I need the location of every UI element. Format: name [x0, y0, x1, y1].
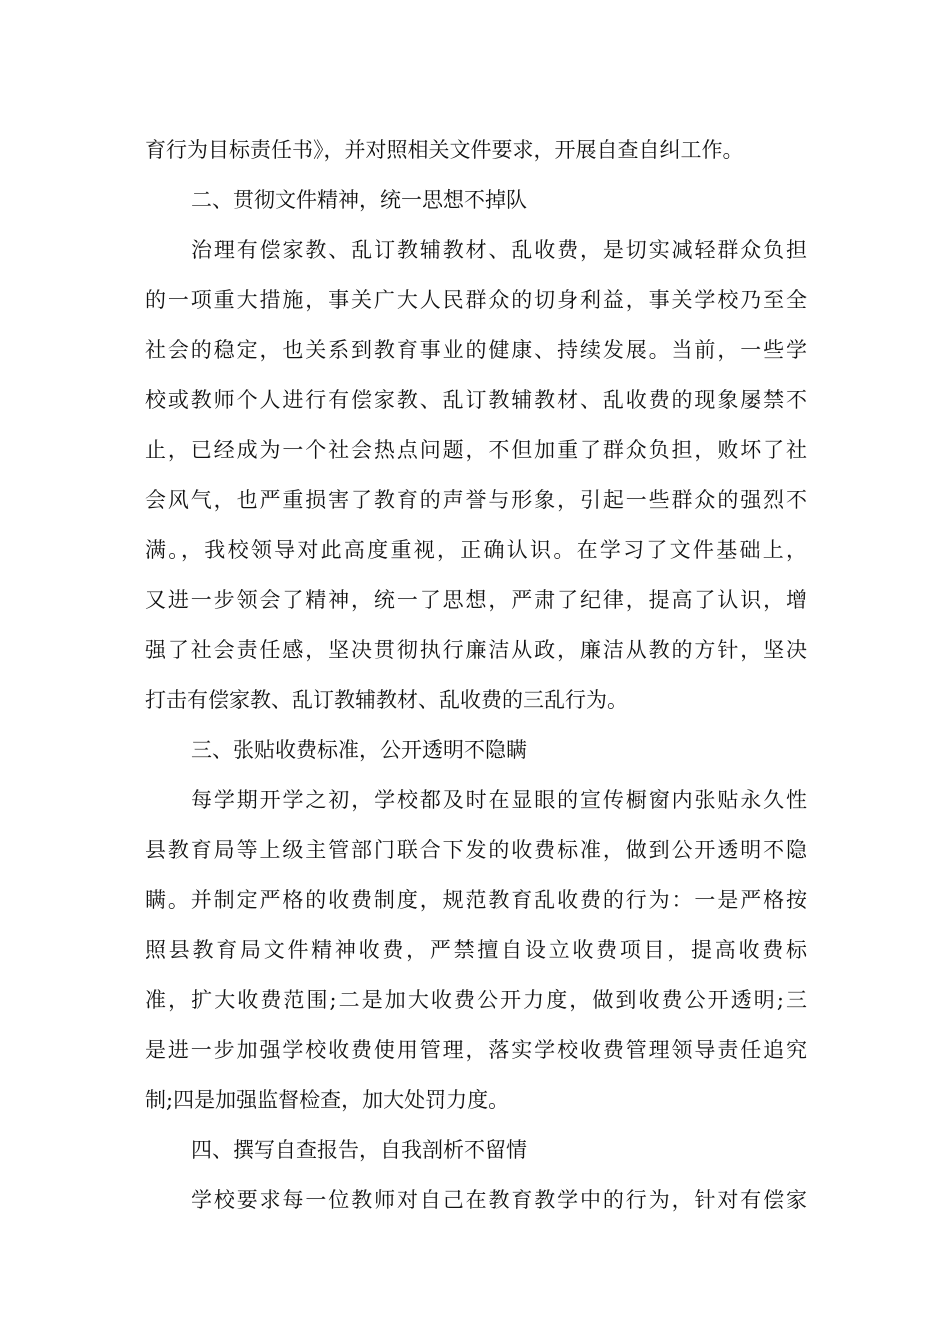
paragraph-line: 每学期开学之初，学校都及时在显眼的宣传橱窗内张贴永久性	[191, 788, 807, 812]
paragraph-line: 止，已经成为一个社会热点问题，不但加重了群众负担，败坏了社	[145, 438, 807, 462]
paragraph-line: 制;四是加强监督检查，加大处罚力度。	[145, 1088, 510, 1112]
paragraph-line: 是进一步加强学校收费使用管理，落实学校收费管理领导责任追究	[145, 1038, 807, 1062]
paragraph-line: 的一项重大措施，事关广大人民群众的切身利益，事关学校乃至全	[145, 288, 807, 312]
paragraph-line: 准，扩大收费范围;二是加大收费公开力度，做到收费公开透明;三	[145, 988, 807, 1012]
paragraph-line: 强了社会责任感，坚决贯彻执行廉洁从政，廉洁从教的方针，坚决	[145, 638, 807, 662]
section-heading: 三、张贴收费标准，公开透明不隐瞒	[191, 738, 527, 762]
paragraph-line: 瞒。并制定严格的收费制度，规范教育乱收费的行为：一是严格按	[145, 888, 807, 912]
section-heading: 四、撰写自查报告，自我剖析不留情	[191, 1138, 527, 1162]
paragraph-line: 治理有偿家教、乱订教辅教材、乱收费，是切实减轻群众负担	[191, 238, 807, 262]
paragraph-line: 县教育局等上级主管部门联合下发的收费标准，做到公开透明不隐	[145, 838, 807, 862]
paragraph-line: 又进一步领会了精神，统一了思想，严肃了纪律，提高了认识，增	[145, 588, 807, 612]
paragraph-line: 会风气，也严重损害了教育的声誉与形象，引起一些群众的强烈不	[145, 488, 807, 512]
paragraph-line: 校或教师个人进行有偿家教、乱订教辅教材、乱收费的现象屡禁不	[145, 388, 807, 412]
section-heading: 二、贯彻文件精神，统一思想不掉队	[191, 188, 527, 212]
paragraph-line: 育行为目标责任书》，并对照相关文件要求，开展自查自纠工作。	[145, 138, 744, 162]
paragraph-line: 打击有偿家教、乱订教辅教材、乱收费的三乱行为。	[145, 688, 628, 712]
paragraph-line: 满。，我校领导对此高度重视，正确认识。在学习了文件基础上，	[145, 538, 807, 562]
paragraph-line: 照县教育局文件精神收费，严禁擅自设立收费项目，提高收费标	[145, 938, 807, 962]
paragraph-line: 学校要求每一位教师对自己在教育教学中的行为，针对有偿家	[191, 1188, 807, 1212]
paragraph-line: 社会的稳定，也关系到教育事业的健康、持续发展。当前，一些学	[145, 338, 807, 362]
